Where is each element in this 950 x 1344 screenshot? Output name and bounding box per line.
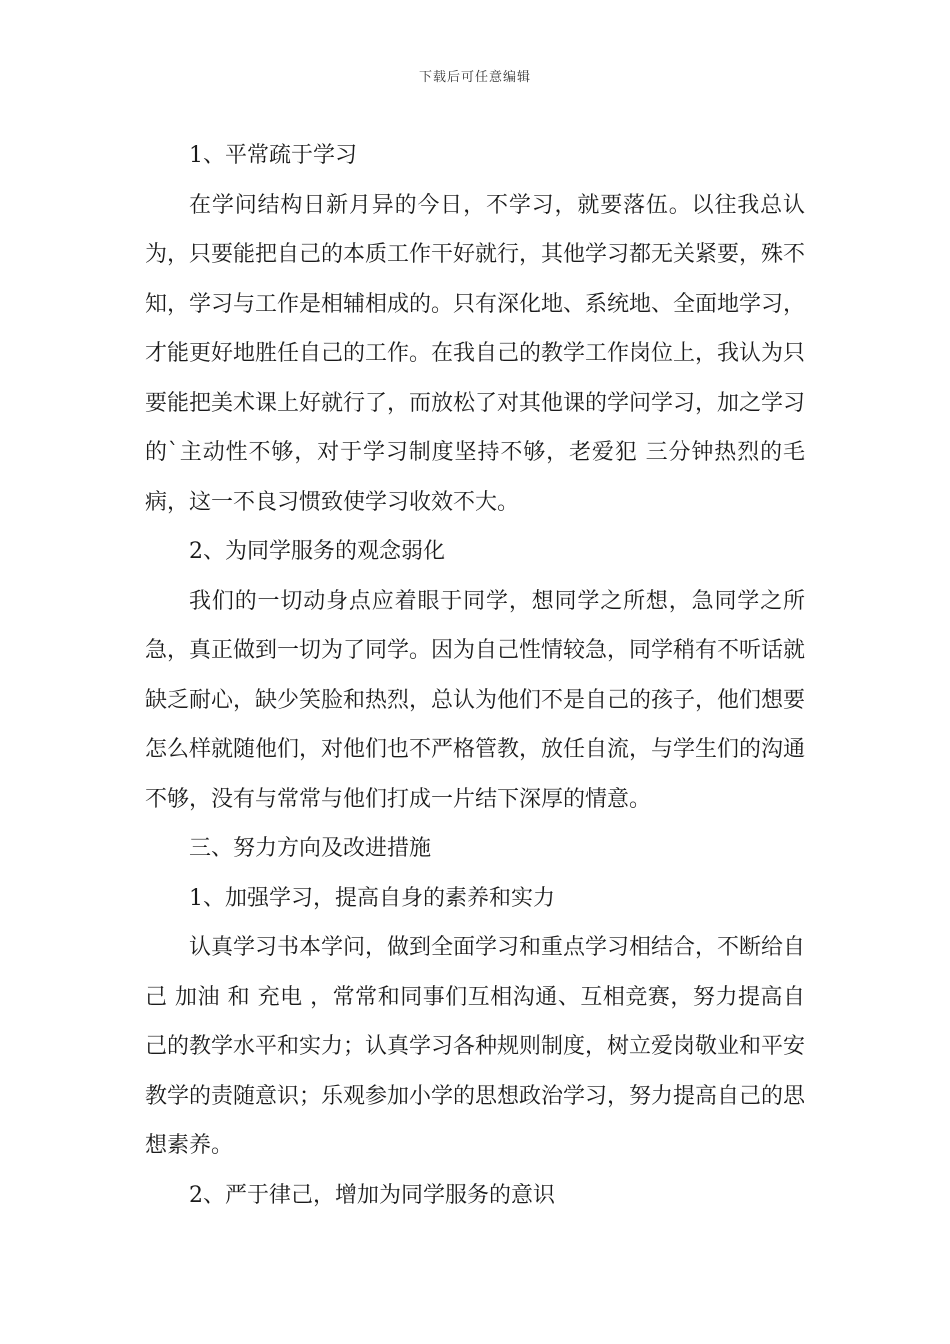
page-header: 下载后可任意编辑 — [418, 70, 531, 85]
document-body — [145, 131, 805, 1220]
subsection-heading-1: 1、加强学习，提高自身的素养和实力 — [189, 885, 555, 911]
section-heading-3: 三、努力方向及改进措施 — [189, 836, 432, 861]
paragraph-1: 在学问结构日新月异的今日，不学习，就要落伍。以往我总认为，只要能把自己的本质工作干好就行，其他学习都无关紧要，殊不知，学习与工作是相辅相成的。只有深化地、系统地、全面地学习，才能更好地胜任自己的工作。在我自己的教学工作岗位上，我认为只要能把美术课上好就行了，而放松了对其他课的学问学习，加之学习的`主动性不够，对于学习制度坚持不够，老爱犯 三分钟热烈的毛病，这一不良习惯致使学习收效不大。 — [145, 192, 806, 515]
paragraph-2: 我们的一切动身点应着眼于同学，想同学之所想，急同学之所急，真正做到一切为了同学。因为自己性情较急，同学稍有不听话就缺乏耐心，缺少笑脸和热烈，总认为他们不是自己的孩子，他们想要怎么样就随他们，对他们也不严格管教，放任自流，与学生们的沟通不够，没有与常常与他们打成一片结下深厚的情意。 — [145, 588, 806, 812]
subsection-heading-2: 2、严于律己，增加为同学服务的意识 — [189, 1182, 555, 1208]
section-heading-2: 2、为同学服务的观念弱化 — [189, 539, 445, 564]
section-heading-1: 1、平常疏于学习 — [189, 143, 357, 168]
paragraph-3: 认真学习书本学问，做到全面学习和重点学习相结合，不断给自己 加油 和 充电 ，常常和同事们互相沟通、互相竞赛，努力提高自己的教学水平和实力；认真学习各种规则制度，树立爱岗敬业和平安教学的责随意识；乐观参加小学的思想政治学习，努力提高自己的思想素养。 — [145, 935, 806, 1158]
